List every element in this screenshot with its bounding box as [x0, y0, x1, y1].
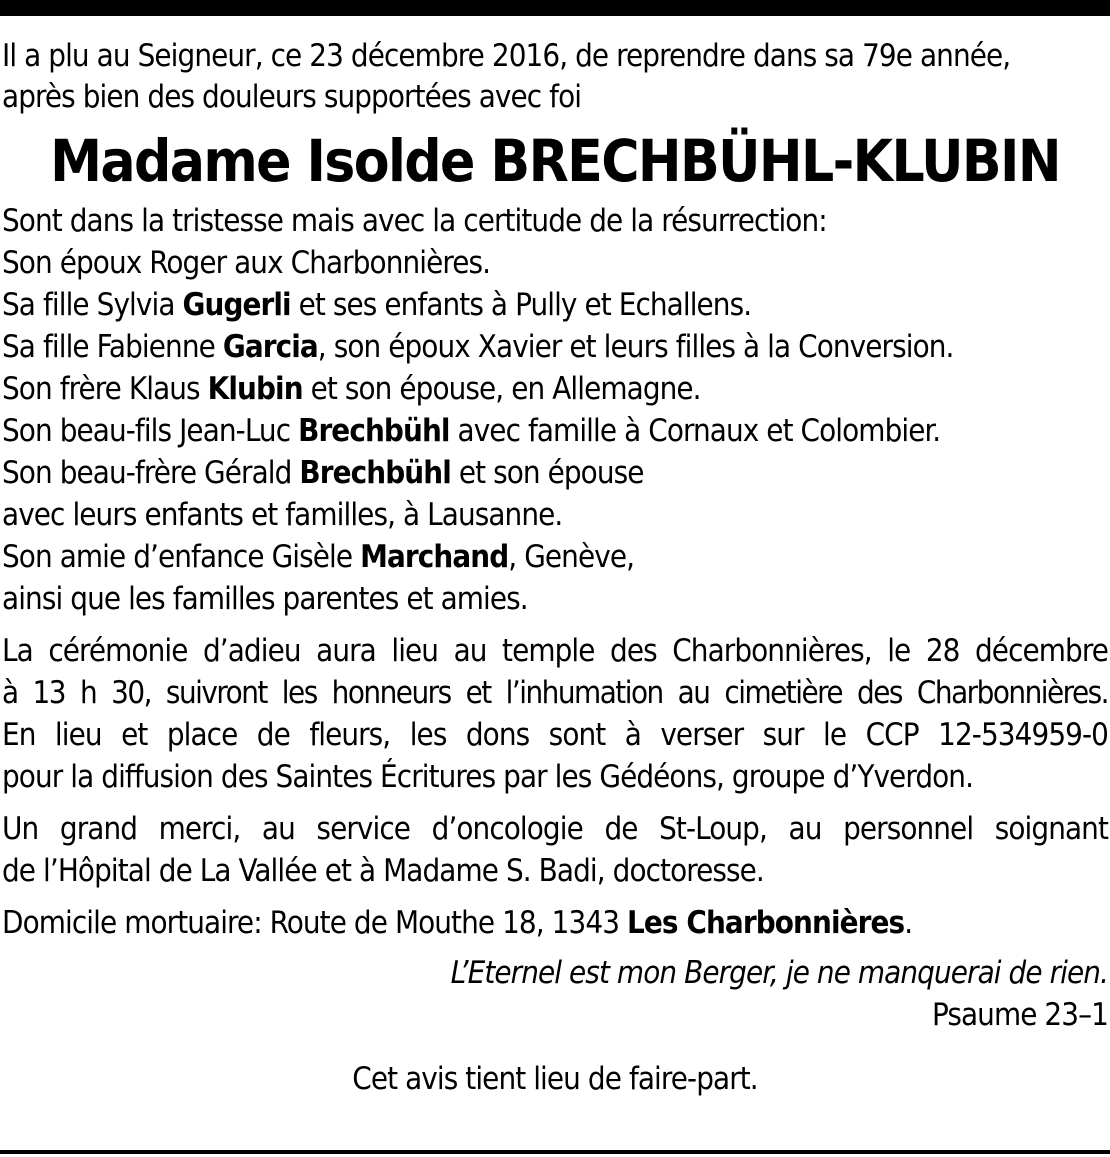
bottom-border-rule [0, 1150, 1110, 1154]
psalm-reference: Psaume 23–1 [931, 997, 1108, 1033]
family-name: Klubin [207, 371, 303, 407]
ceremony-line: à 13 h 30, suivront les honneurs et l’inhumation au cimetière des Charbonnières. [2, 675, 1108, 711]
ceremony-paragraph [2, 630, 1108, 798]
mourners-intro: Sont dans la tristesse mais avec la certitude de la résurrection: [2, 203, 827, 239]
family-name: Brechbühl [299, 455, 451, 491]
mourner-line: Sa fille Fabienne Garcia, son époux Xavier et leurs filles à la Conversion. [2, 329, 954, 365]
domicile-line: Domicile mortuaire: Route de Mouthe 18, 1343 Les Charbonnières. [2, 905, 913, 941]
mourner-line: Son beau-frère Gérald Brechbühl et son épouse [2, 455, 644, 491]
opening-line-1: Il a plu au Seigneur, ce 23 décembre 2016, de reprendre dans sa 79e année, [2, 38, 1011, 74]
thanks-line: Un grand merci, au service d’oncologie de St-Loup, au personnel soignant [2, 811, 1108, 847]
opening-line-2: après bien des douleurs supportées avec foi [2, 79, 582, 115]
mourner-line: Son époux Roger aux Charbonnières. [2, 245, 491, 281]
mourner-line: Son amie d’enfance Gisèle Marchand, Genève, [2, 539, 635, 575]
mourner-line: Sa fille Sylvia Gugerli et ses enfants à Pully et Echallens. [2, 287, 752, 323]
thanks-paragraph [2, 808, 1108, 892]
top-border-rule [0, 0, 1110, 16]
deceased-name: Madame Isolde BRECHBÜHL-KLUBIN [50, 127, 1060, 195]
family-name: Marchand [360, 539, 509, 575]
family-name: Garcia [222, 329, 318, 365]
mourner-line: Son frère Klaus Klubin et son épouse, en Allemagne. [2, 371, 701, 407]
domicile-place: Les Charbonnières [627, 905, 905, 941]
family-name: Brechbühl [298, 413, 450, 449]
mourner-line: Son beau-fils Jean-Luc Brechbühl avec famille à Cornaux et Colombier. [2, 413, 941, 449]
notice-body [2, 36, 1108, 1100]
bible-quote: L’Eternel est mon Berger, je ne manquerai de rien. [450, 955, 1108, 991]
mourner-line: avec leurs enfants et familles, à Lausanne. [2, 497, 563, 533]
ceremony-line: pour la diffusion des Saintes Écritures par les Gédéons, groupe d’Yverdon. [2, 759, 974, 795]
faire-part-note: Cet avis tient lieu de faire-part. [352, 1061, 758, 1097]
ceremony-line: La cérémonie d’adieu aura lieu au temple des Charbonnières, le 28 décembre [2, 633, 1108, 669]
ceremony-line: En lieu et place de fleurs, les dons sont à verser sur le CCP 12-534959-0 [2, 717, 1108, 753]
mourner-line: ainsi que les familles parentes et amies. [2, 581, 528, 617]
mourners-block [2, 200, 1108, 620]
family-name: Gugerli [182, 287, 291, 323]
thanks-line: de l’Hôpital de La Vallée et à Madame S. Badi, doctoresse. [2, 853, 764, 889]
